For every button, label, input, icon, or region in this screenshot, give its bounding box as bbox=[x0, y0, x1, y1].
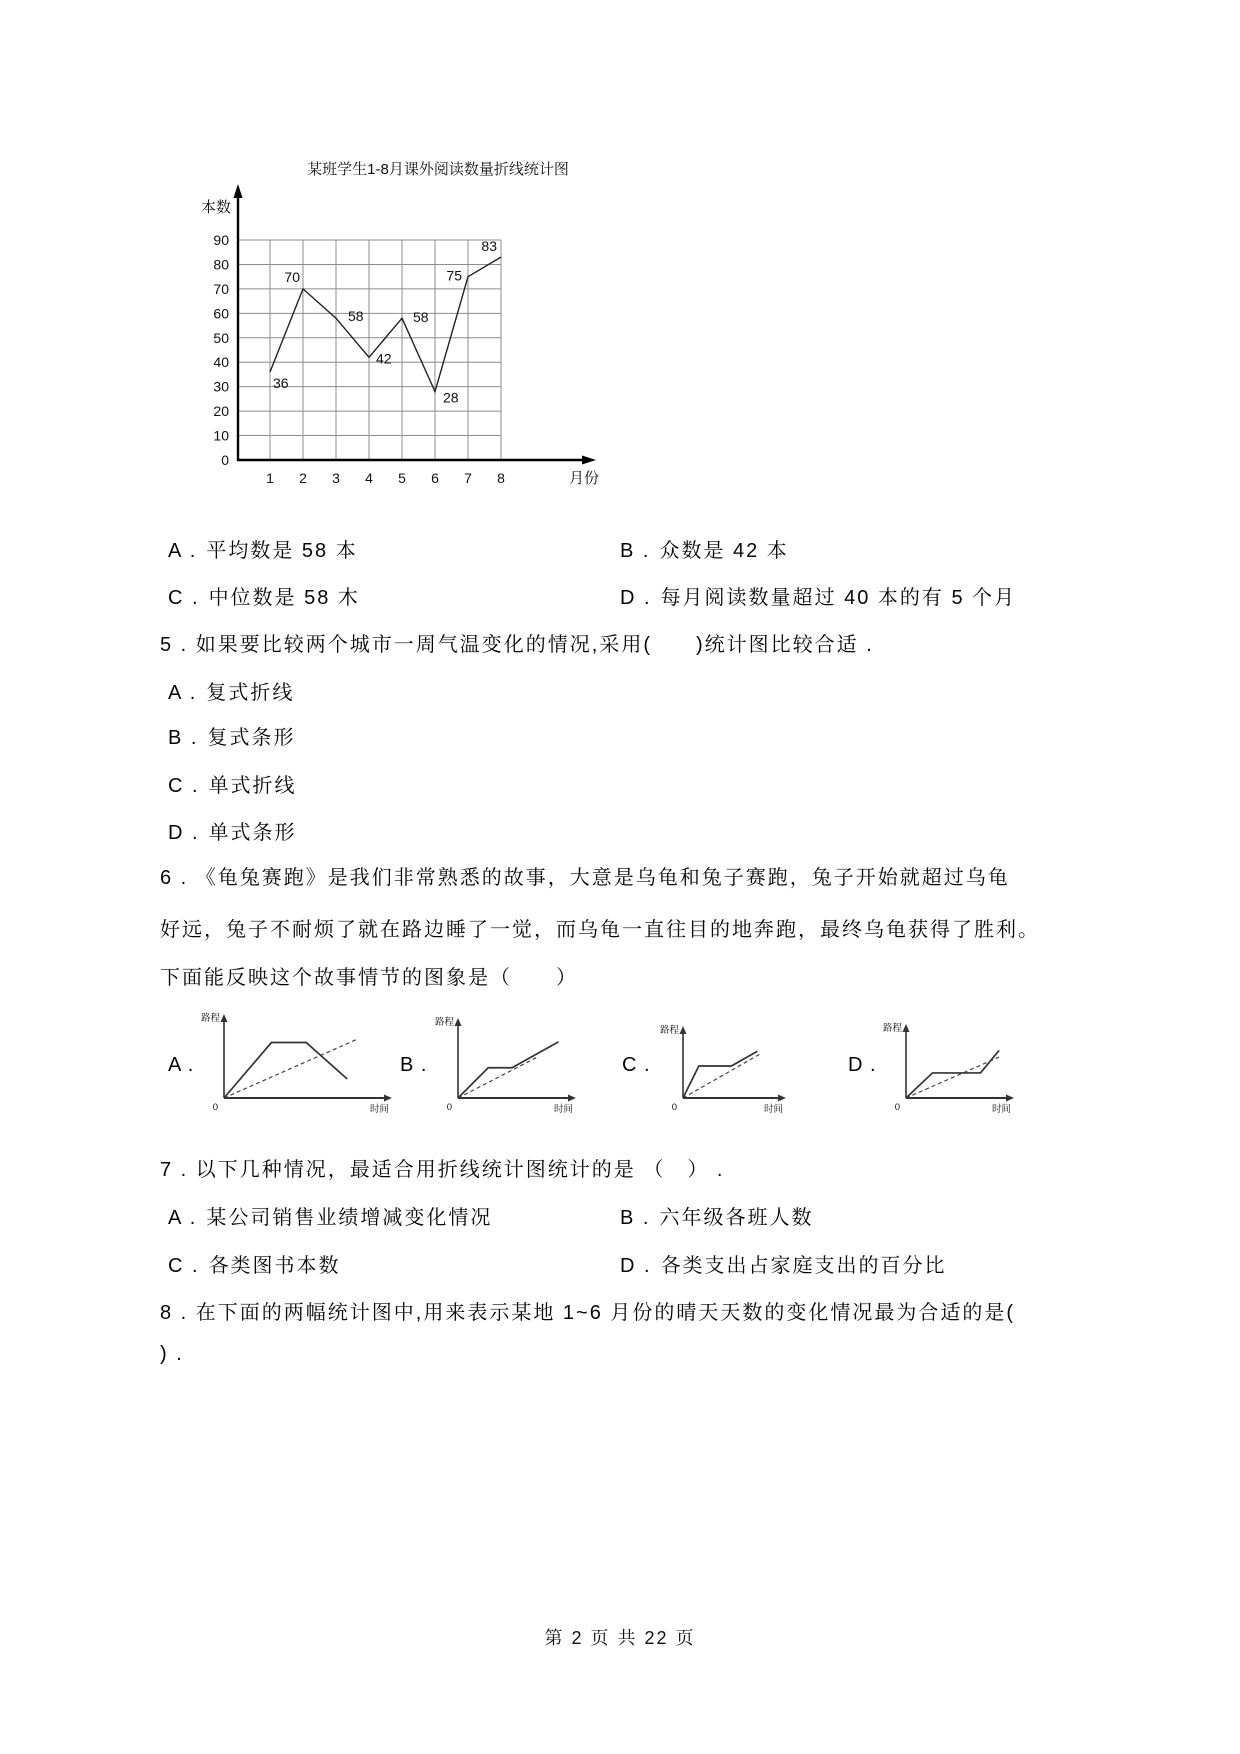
q6-option-d-letter: D . bbox=[848, 1054, 877, 1076]
q8-stem-line2: ) . bbox=[160, 1343, 184, 1365]
svg-text:2: 2 bbox=[299, 470, 307, 486]
option-letter: D . bbox=[620, 587, 652, 609]
option-text: 六年级各班人数 bbox=[659, 1207, 814, 1229]
q5-option-d bbox=[168, 816, 297, 845]
svg-text:3: 3 bbox=[332, 470, 340, 486]
svg-text:时间: 时间 bbox=[764, 1104, 784, 1115]
svg-text:时间: 时间 bbox=[554, 1104, 574, 1115]
svg-text:路程: 路程 bbox=[201, 1013, 221, 1024]
option-text: 中位数是 58 木 bbox=[208, 587, 360, 609]
option-letter: C . bbox=[168, 775, 200, 797]
svg-text:路程: 路程 bbox=[660, 1025, 680, 1036]
svg-text:月份: 月份 bbox=[568, 470, 600, 487]
svg-text:0: 0 bbox=[221, 452, 229, 468]
svg-text:7: 7 bbox=[464, 470, 472, 486]
q7-option-c bbox=[168, 1249, 341, 1278]
q5-option-c bbox=[168, 769, 297, 798]
svg-text:58: 58 bbox=[348, 308, 364, 325]
q5-stem: 5 . 如果要比较两个城市一周气温变化的情况,采用( )统计图比较合适 . bbox=[160, 634, 874, 656]
q7-option-d bbox=[620, 1249, 947, 1278]
option-letter: C . bbox=[168, 587, 200, 609]
q6-option-b-letter: B . bbox=[400, 1054, 428, 1076]
q6-stem-line3: 下面能反映这个故事情节的图象是（ ） bbox=[160, 967, 578, 989]
svg-text:0: 0 bbox=[671, 1102, 677, 1113]
q5-option-a bbox=[168, 676, 294, 705]
option-letter: C . bbox=[168, 1255, 200, 1277]
option-text: 复式折线 bbox=[206, 682, 295, 704]
option-letter: D . bbox=[168, 822, 200, 844]
svg-text:4: 4 bbox=[365, 470, 373, 486]
q5-option-b bbox=[168, 721, 295, 750]
svg-text:时间: 时间 bbox=[992, 1104, 1012, 1115]
svg-text:50: 50 bbox=[213, 329, 229, 346]
q6-option-b-graph bbox=[432, 1012, 582, 1120]
svg-text:8: 8 bbox=[497, 470, 505, 486]
q8-stem-line1: 8 . 在下面的两幅统计图中,用来表示某地 1~6 月份的晴天天数的变化情况最为合适的是( bbox=[160, 1302, 1016, 1324]
svg-text:路程: 路程 bbox=[435, 1017, 455, 1028]
option-letter: B . bbox=[620, 1207, 651, 1229]
svg-text:5: 5 bbox=[398, 470, 406, 486]
option-text: 各类图书本数 bbox=[208, 1255, 341, 1277]
svg-text:70: 70 bbox=[213, 280, 229, 297]
svg-text:0: 0 bbox=[894, 1102, 900, 1113]
svg-text:30: 30 bbox=[213, 378, 229, 395]
svg-text:0: 0 bbox=[212, 1102, 218, 1113]
svg-text:80: 80 bbox=[213, 256, 229, 273]
svg-text:70: 70 bbox=[284, 268, 300, 285]
svg-text:36: 36 bbox=[273, 375, 289, 391]
svg-text:60: 60 bbox=[213, 305, 229, 322]
svg-text:58: 58 bbox=[413, 309, 429, 326]
svg-text:路程: 路程 bbox=[883, 1023, 903, 1034]
q6-option-a-letter: A . bbox=[168, 1054, 195, 1076]
q4-option-c bbox=[168, 581, 360, 610]
svg-text:10: 10 bbox=[213, 427, 229, 444]
option-letter: B . bbox=[168, 727, 199, 749]
option-text: 单式条形 bbox=[208, 822, 297, 844]
option-letter: A . bbox=[168, 540, 198, 562]
svg-text:0: 0 bbox=[446, 1102, 452, 1113]
svg-text:42: 42 bbox=[376, 350, 392, 367]
svg-text:90: 90 bbox=[213, 232, 229, 248]
q7-option-b bbox=[620, 1201, 813, 1230]
svg-text:40: 40 bbox=[213, 354, 229, 371]
option-text: 复式条形 bbox=[207, 727, 296, 749]
svg-text:83: 83 bbox=[481, 238, 497, 255]
svg-text:某班学生1-8月课外阅读数量折线统计图: 某班学生1-8月课外阅读数量折线统计图 bbox=[307, 161, 569, 178]
q4-option-b bbox=[620, 534, 789, 563]
svg-text:28: 28 bbox=[443, 389, 459, 406]
option-text: 某公司销售业绩增减变化情况 bbox=[206, 1207, 493, 1229]
option-letter: B . bbox=[620, 540, 651, 562]
q4-option-a bbox=[168, 534, 358, 563]
svg-text:1: 1 bbox=[266, 470, 274, 486]
q6-option-c-graph bbox=[657, 1020, 792, 1120]
svg-text:75: 75 bbox=[446, 267, 462, 284]
page-footer: 第 2 页 共 22 页 bbox=[544, 1628, 696, 1648]
svg-text:本数: 本数 bbox=[200, 199, 232, 216]
q4-option-d bbox=[620, 581, 1016, 610]
q6-option-d-graph bbox=[880, 1018, 1020, 1120]
svg-text:20: 20 bbox=[213, 403, 229, 420]
q6-option-a-graph bbox=[198, 1008, 398, 1120]
reading-stats-line-chart bbox=[180, 140, 650, 500]
q6-stem-line2: 好远，兔子不耐烦了就在路边睡了一觉，而乌龟一直往目的地奔跑，最终乌龟获得了胜利。 bbox=[160, 919, 1040, 941]
svg-text:时间: 时间 bbox=[370, 1104, 390, 1115]
q7-stem: 7 . 以下几种情况，最适合用折线统计图统计的是 （ ） . bbox=[160, 1159, 725, 1181]
q6-option-c-letter: C . bbox=[622, 1054, 651, 1076]
q6-stem-line1: 6 . 《龟兔赛跑》是我们非常熟悉的故事，大意是乌龟和兔子赛跑，兔子开始就超过乌龟 bbox=[160, 867, 1010, 889]
option-text: 单式折线 bbox=[208, 775, 297, 797]
option-text: 平均数是 58 本 bbox=[206, 540, 358, 562]
option-letter: A . bbox=[168, 1207, 198, 1229]
option-text: 每月阅读数量超过 40 本的有 5 个月 bbox=[660, 587, 1017, 609]
option-letter: D . bbox=[620, 1255, 652, 1277]
option-text: 各类支出占家庭支出的百分比 bbox=[660, 1255, 947, 1277]
svg-text:6: 6 bbox=[431, 470, 439, 486]
q7-option-a bbox=[168, 1201, 492, 1230]
option-text: 众数是 42 本 bbox=[659, 540, 789, 562]
option-letter: A . bbox=[168, 682, 198, 704]
